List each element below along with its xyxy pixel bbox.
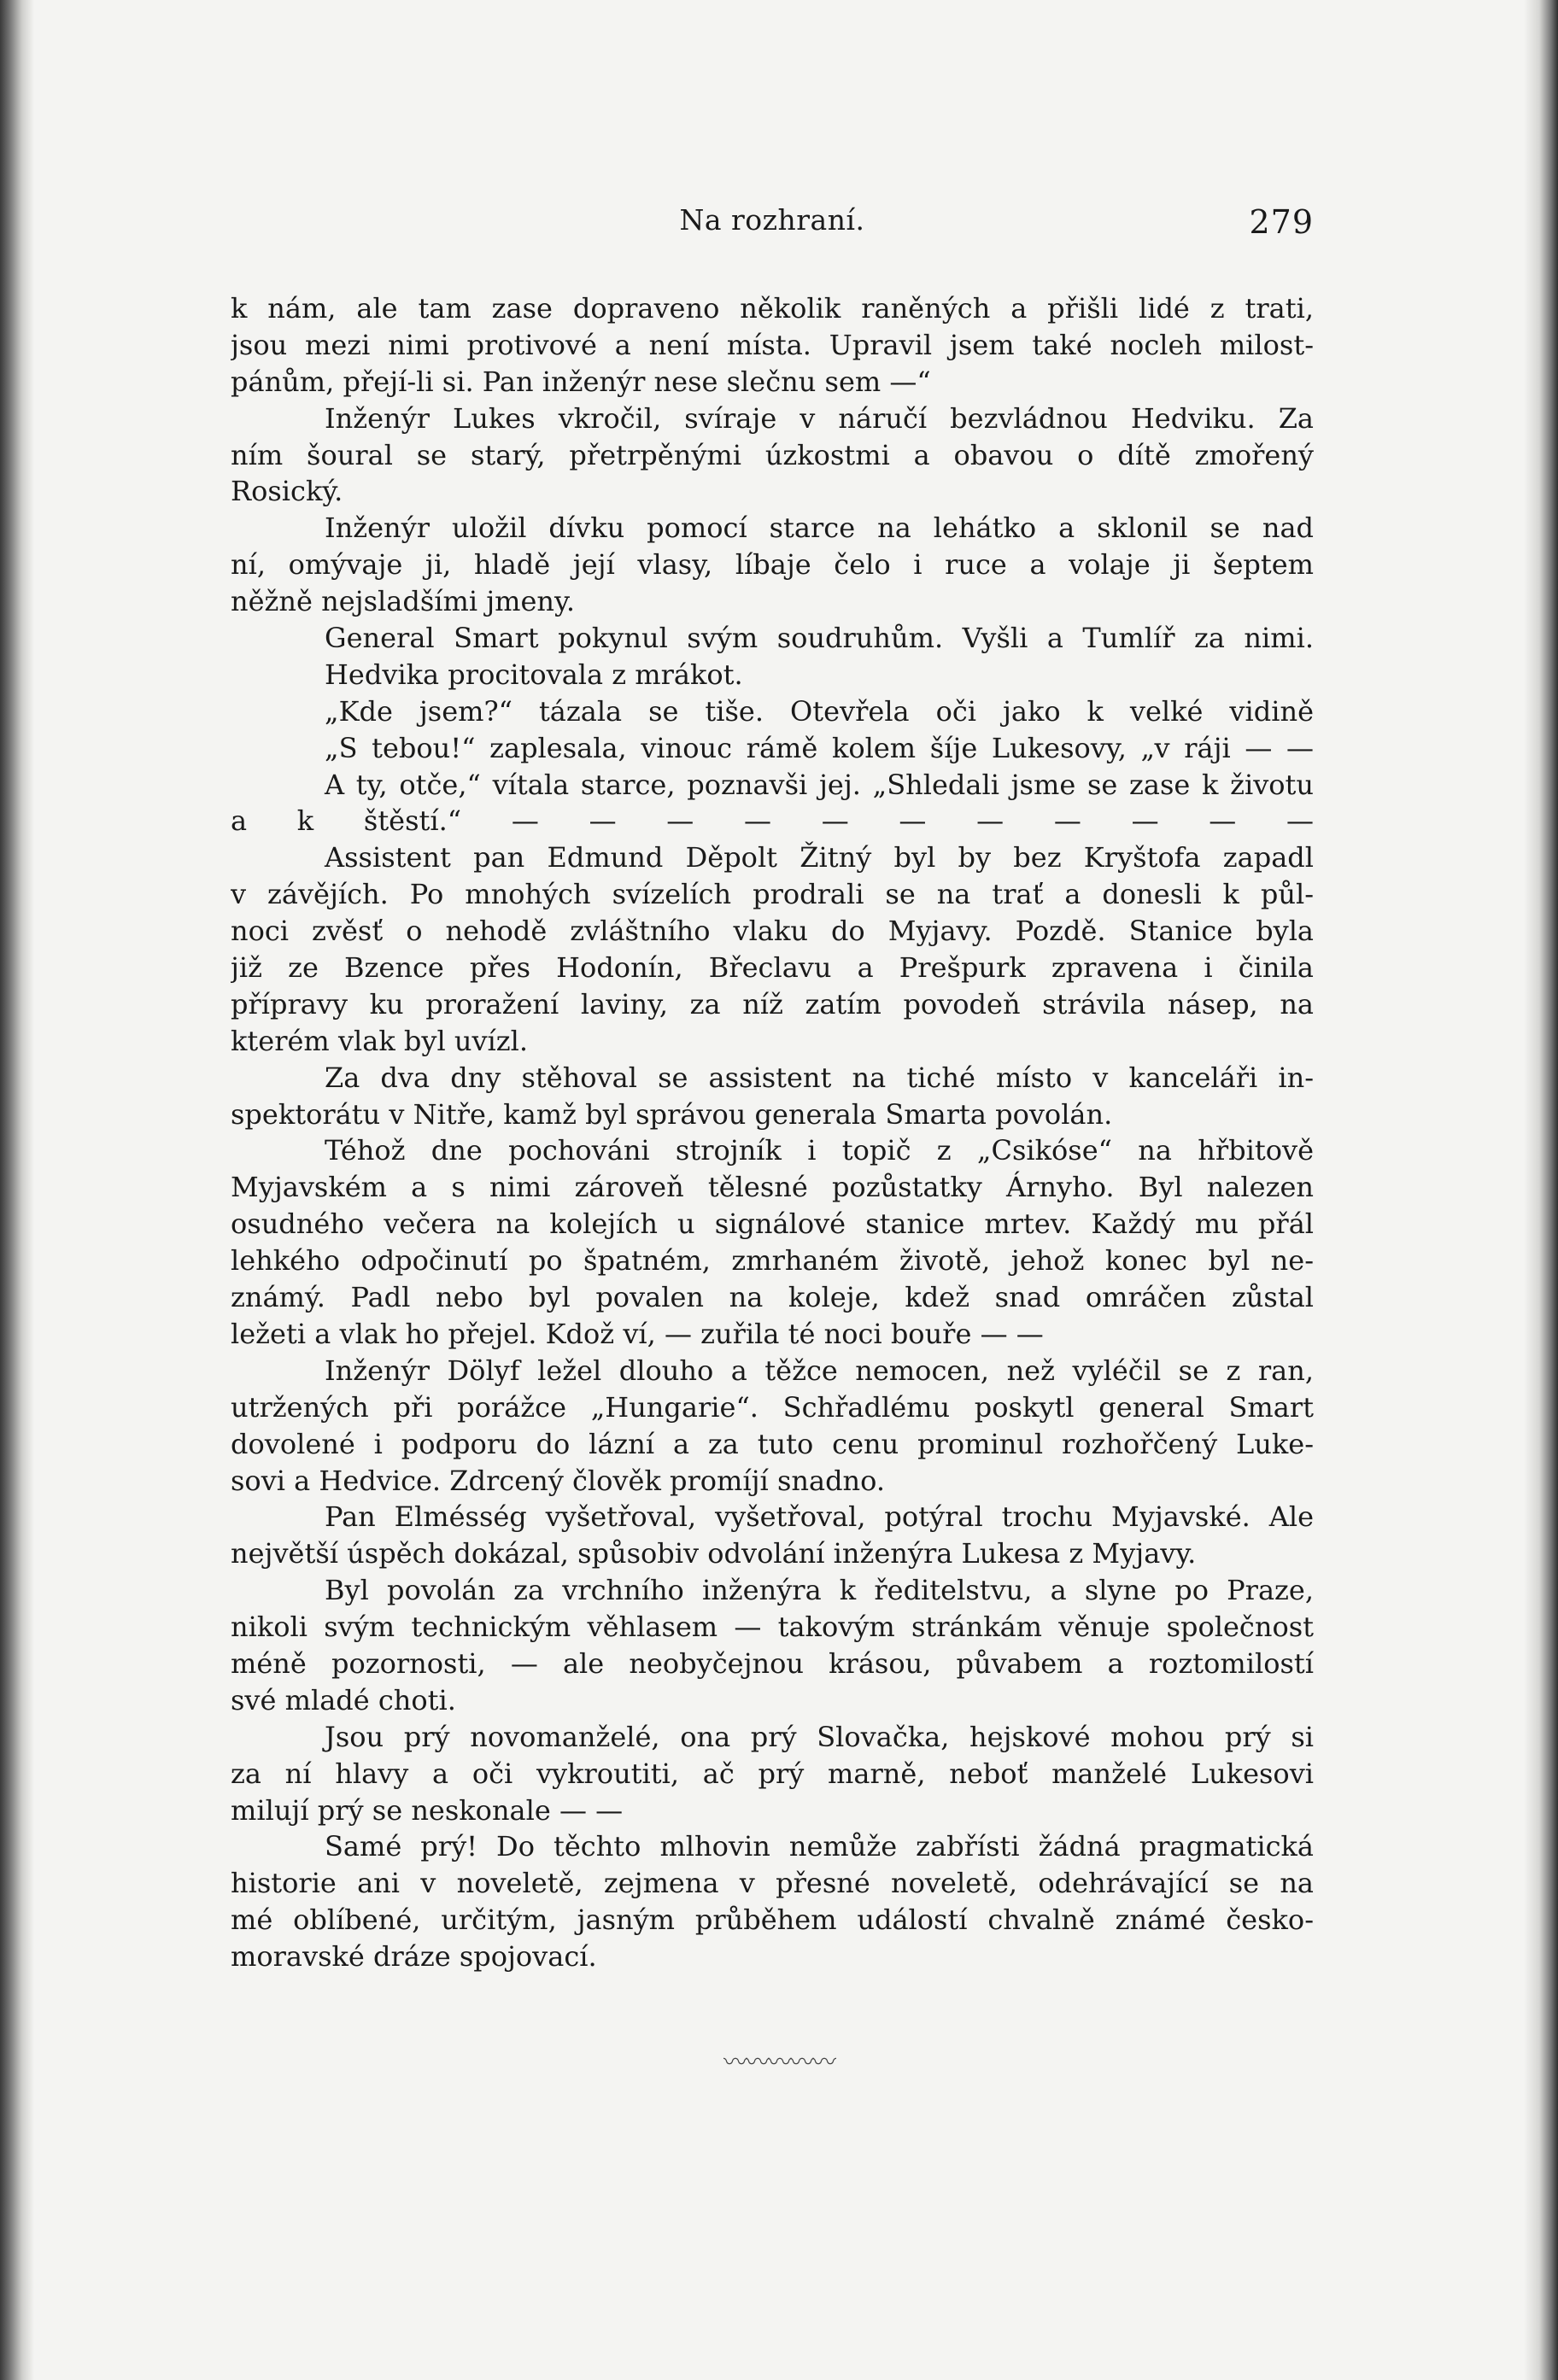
text-line: méně pozornosti, — ale neobyčejnou krásou, půvabem a roztomilostí (231, 1646, 1314, 1680)
text-line: „Kde jsem?“ tázala se tiše. Otevřela oči jako k velké vidině (325, 694, 1314, 728)
text-line: přípravy ku proražení laviny, za níž zatím povodeň strávila násep, na (231, 987, 1314, 1020)
page-number: 279 (1249, 203, 1314, 241)
text-line: Inženýr Dölyf ležel dlouho a těžce nemocen, než vyléčil se z ran, (325, 1354, 1314, 1387)
text-line: historie ani v noveletě, zejmena v přesné noveletě, odehrávající se na (231, 1867, 1314, 1900)
text-line: milují prý se neskonale — — (231, 1793, 624, 1827)
text-line: v závějích. Po mnohých svízelích prodrali se na trať a donesli k půl- (231, 878, 1314, 911)
text-line: utržených při porážce „Hungarie“. Schřadlému poskytl general Smart (231, 1390, 1314, 1424)
text-line: Inženýr Lukes vkročil, svíraje v náručí bezvládnou Hedviku. Za (325, 401, 1314, 435)
text-line: ležeti a vlak ho přejel. Kdož ví, — zuřila té noci bouře — — (231, 1317, 1044, 1350)
text-line: Samé prý! Do těchto mlhovin nemůže zabřísti žádná pragmatická (325, 1830, 1314, 1863)
text-line: spektorátu v Nitře, kamž byl správou generala Smarta povolán. (231, 1097, 1113, 1131)
text-line: Assistent pan Edmund Děpolt Žitný byl by bez Kryštofa zapadl (325, 841, 1314, 874)
text-line: ní, omývaje ji, hladě její vlasy, líbaje čelo i ruce a volaje ji šeptem (231, 548, 1314, 582)
text-line: jsou mezi nimi protivové a není místa. Upravil jsem také nocleh milost- (231, 328, 1314, 361)
text-line: největší úspěch dokázal, spůsobiv odvolání inženýra Lukesa z Myjavy. (231, 1537, 1197, 1570)
text-line: A ty, otče,“ vítala starce, poznavši jej. „Shledali jsme se zase k životu (325, 768, 1314, 801)
text-line: osudného večera na kolejích u signálové stanice mrtev. Každý mu přál (231, 1208, 1314, 1241)
text-line: Myjavském a s nimi zároveň tělesné pozůstatky Árnyho. Byl nalezen (231, 1171, 1314, 1204)
text-line: „S tebou!“ zaplesala, vinouc rámě kolem šíje Lukesovy, „v ráji — — (325, 731, 1314, 764)
page-edge-right (1524, 0, 1558, 2380)
text-line: Inženýr uložil dívku pomocí starce na lehátko a sklonil se nad (325, 512, 1314, 545)
page-edge-left (0, 0, 34, 2380)
text-line: Byl povolán za vrchního inženýra k ředitelstvu, a slyne po Praze, (325, 1574, 1314, 1607)
text-line: moravské dráze spojovací. (231, 1940, 597, 1974)
text-line: noci zvěsť o nehodě zvláštního vlaku do Myjavy. Pozdě. Stanice byla (231, 915, 1314, 948)
text-line: ním šoural se starý, přetrpěnými úzkostmi a obavou o dítě zmořený (231, 438, 1314, 471)
body-text (231, 290, 1314, 1975)
text-line: mé oblíbené, určitým, jasným průběhem událostí chvalně známé česko- (231, 1903, 1314, 1937)
text-line: Za dva dny stěhoval se assistent na tiché místo v kanceláři in- (325, 1061, 1314, 1094)
text-line: lehkého odpočinutí po špatném, zmrhaném životě, jehož konec byl ne- (231, 1244, 1314, 1278)
text-line: pánům, přejí-li si. Pan inženýr nese slečnu sem —“ (231, 365, 931, 398)
page-header (231, 203, 1314, 254)
text-line: nikoli svým technickým věhlasem — takovým stránkám věnuje společnost (231, 1611, 1314, 1644)
text-line: Pan Elmésség vyšetřoval, vyšetřoval, potýral trochu Myjavské. Ale (325, 1500, 1314, 1534)
text-line: a k štěstí.“ — — — — — — — — — — — (231, 804, 1314, 838)
text-line: Rosický. (231, 475, 343, 508)
text-line: Hedvika procitovala z mrákot. (325, 658, 743, 691)
text-line: již ze Bzence přes Hodonín, Břeclavu a Prešpurk zpravena i činila (231, 951, 1314, 985)
text-line: známý. Padl nebo byl povalen na koleje, kdež snad omráčen zůstal (231, 1281, 1314, 1314)
end-ornament: 〰〰〰〰〰 (723, 2048, 835, 2076)
text-line: kterém vlak byl uvízl. (231, 1024, 529, 1057)
text-line: Téhož dne pochováni strojník i topič z „Csikóse“ na hřbitově (325, 1134, 1314, 1167)
text-line: Jsou prý novomanželé, ona prý Slovačka, hejskové mohou prý si (325, 1720, 1314, 1753)
text-line: k nám, ale tam zase dopraveno několik raněných a přišli lidé z trati, (231, 292, 1314, 325)
text-line: něžně nejsladšími jmeny. (231, 585, 576, 618)
text-line: za ní hlavy a oči vykroutiti, ač prý marně, neboť manželé Lukesovi (231, 1757, 1314, 1790)
running-title: Na rozhraní. (679, 203, 865, 237)
text-line: své mladé choti. (231, 1683, 456, 1716)
text-line: dovolené i podporu do lázní a za tuto cenu prominul rozhořčený Luke- (231, 1427, 1314, 1460)
text-line: sovi a Hedvice. Zdrcený člověk promíjí snadno. (231, 1464, 886, 1497)
text-line: General Smart pokynul svým soudruhům. Vyšli a Tumlíř za nimi. (325, 622, 1314, 655)
